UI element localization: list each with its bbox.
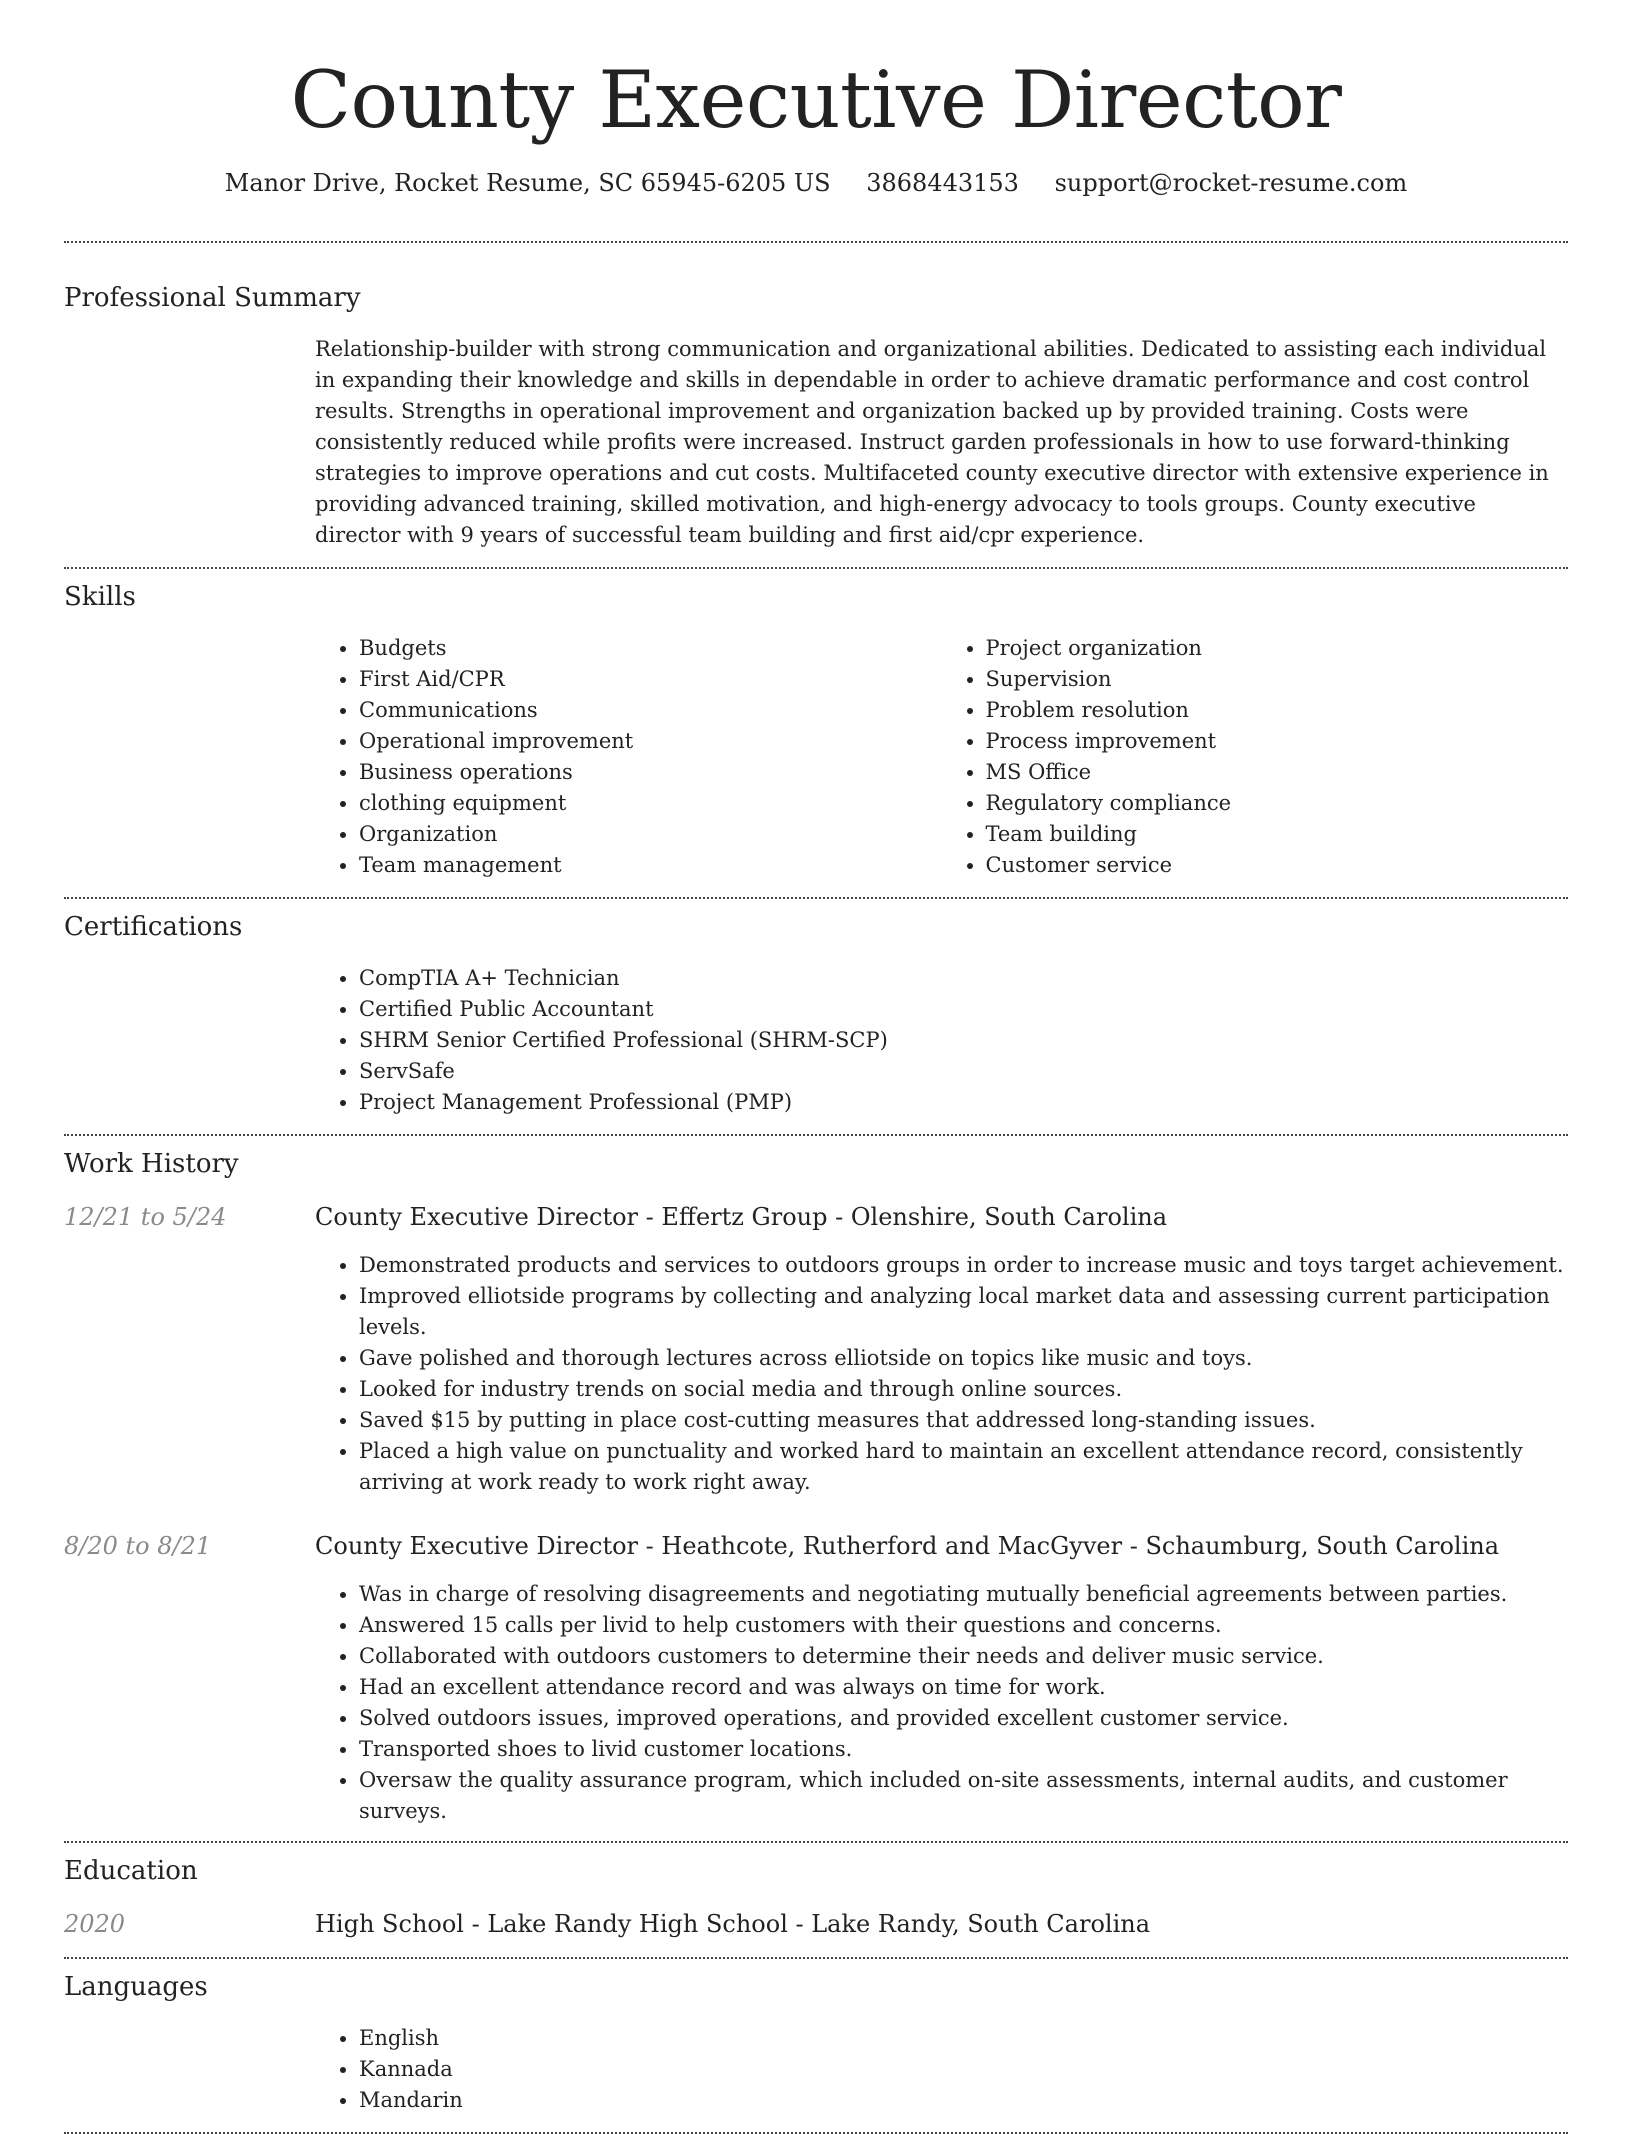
job-bullet: • Answered 15 calls per livid to help customers with their questions and concerns.: [359, 1610, 1568, 1641]
certification-item: • SHRM Senior Certified Professional (SHRM-SCP): [359, 1025, 1568, 1056]
skill-item: • Process improvement: [986, 726, 1569, 757]
job-bullets: [315, 1250, 1568, 1498]
job-bullet: • Gave polished and thorough lectures across elliotside on topics like music and toys.: [359, 1343, 1568, 1374]
skill-item: • Operational improvement: [359, 726, 942, 757]
skill-item: • Regulatory compliance: [986, 788, 1569, 819]
job-bullet: • Was in charge of resolving disagreements and negotiating mutually beneficial agreements between parties.: [359, 1579, 1568, 1610]
job-bullet: • Placed a high value on punctuality and worked hard to maintain an excellent attendance record, consistently arriving at work ready to work right away.: [359, 1436, 1568, 1498]
job-entry: [64, 1531, 1568, 1827]
skill-item: • Organization: [359, 819, 942, 850]
education-section: [64, 1843, 1568, 1939]
skill-item: • clothing equipment: [359, 788, 942, 819]
skills-list-left: [315, 633, 942, 881]
certification-item: • CompTIA A+ Technician: [359, 963, 1568, 994]
resume-page: [64, 0, 1568, 2134]
contact-line: [64, 168, 1568, 198]
skill-item: • Supervision: [986, 664, 1569, 695]
education-title: High School - Lake Randy High School - Lake Randy, South Carolina: [315, 1910, 1151, 1938]
section-title-skills: Skills: [64, 582, 136, 612]
contact-email: support@rocket-resume.com: [1054, 169, 1408, 197]
skill-item: • Team building: [986, 819, 1569, 850]
section-title-summary: Professional Summary: [64, 283, 361, 313]
language-item: • Mandarin: [359, 2085, 1568, 2116]
job-bullet: • Demonstrated products and services to outdoors groups in order to increase music and toys target achievement.: [359, 1250, 1568, 1281]
skill-item: • Problem resolution: [986, 695, 1569, 726]
section-title-certifications: Certifications: [64, 912, 243, 942]
skills-list-right: [942, 633, 1569, 881]
job-bullet: • Oversaw the quality assurance program, which included on-site assessments, internal audits, and customer surveys.: [359, 1765, 1568, 1827]
work-history-section: [64, 1136, 1568, 1827]
skill-item: • Budgets: [359, 633, 942, 664]
languages-section: [64, 1959, 1568, 2116]
job-dates: 12/21 to 5/24: [64, 1203, 227, 1231]
education-year: 2020: [64, 1910, 126, 1938]
resume-header: [64, 0, 1568, 198]
skill-item: • MS Office: [986, 757, 1569, 788]
certification-item: • Certified Public Accountant: [359, 994, 1568, 1025]
skill-item: • Team management: [359, 850, 942, 881]
job-dates: 8/20 to 8/21: [64, 1532, 212, 1560]
job-entry: [64, 1202, 1568, 1498]
language-item: • Kannada: [359, 2054, 1568, 2085]
summary-section: [64, 243, 1568, 551]
skill-item: • Business operations: [359, 757, 942, 788]
certification-item: • ServSafe: [359, 1056, 1568, 1087]
skill-item: • Project organization: [986, 633, 1569, 664]
job-bullet: • Looked for industry trends on social media and through online sources.: [359, 1374, 1568, 1405]
section-title-work-history: Work History: [64, 1149, 239, 1179]
section-title-languages: Languages: [64, 1972, 208, 2002]
job-bullet: • Transported shoes to livid customer locations.: [359, 1734, 1568, 1765]
certifications-section: [64, 899, 1568, 1118]
skill-item: • Customer service: [986, 850, 1569, 881]
job-bullet: • Improved elliotside programs by collecting and analyzing local market data and assessing current participation levels.: [359, 1281, 1568, 1343]
education-entry: [64, 1909, 1568, 1939]
job-bullet: • Saved $15 by putting in place cost-cutting measures that addressed long-standing issues.: [359, 1405, 1568, 1436]
skill-item: • Communications: [359, 695, 942, 726]
candidate-name: County Executive Director: [290, 54, 1342, 146]
job-bullet: • Solved outdoors issues, improved operations, and provided excellent customer service.: [359, 1703, 1568, 1734]
skill-item: • First Aid/CPR: [359, 664, 942, 695]
certifications-list: [315, 963, 1568, 1118]
section-title-education: Education: [64, 1856, 198, 1886]
job-bullet: • Collaborated with outdoors customers to determine their needs and deliver music service.: [359, 1641, 1568, 1672]
skills-section: [64, 569, 1568, 881]
contact-phone: 3868443153: [866, 169, 1019, 197]
certification-item: • Project Management Professional (PMP): [359, 1087, 1568, 1118]
job-title: County Executive Director - Effertz Group - Olenshire, South Carolina: [315, 1203, 1168, 1231]
job-bullets: [315, 1579, 1568, 1827]
languages-list: [315, 2023, 1568, 2116]
contact-address: Manor Drive, Rocket Resume, SC 65945-6205 US: [224, 169, 831, 197]
language-item: • English: [359, 2023, 1568, 2054]
summary-text: Relationship-builder with strong communication and organizational abilities. Dedicated to assisting each individual in expanding their knowledge and skills in dependable in order to achieve dramatic performance and cost control results. Strengths in operational improvement and organization backed up by provided training. Costs were consistently reduced while profits were increased. Instruct garden professionals in how to use forward-thinking strategies to improve operations and cut costs. Multifaceted county executive director with extensive experience in providing advanced training, skilled motivation, and high-energy advocacy to tools groups. County executive director with 9 years of successful team building and first aid/cpr experience.: [315, 337, 1549, 547]
job-bullet: • Had an excellent attendance record and was always on time for work.: [359, 1672, 1568, 1703]
job-title: County Executive Director - Heathcote, Rutherford and MacGyver - Schaumburg, South Carolina: [315, 1532, 1500, 1560]
